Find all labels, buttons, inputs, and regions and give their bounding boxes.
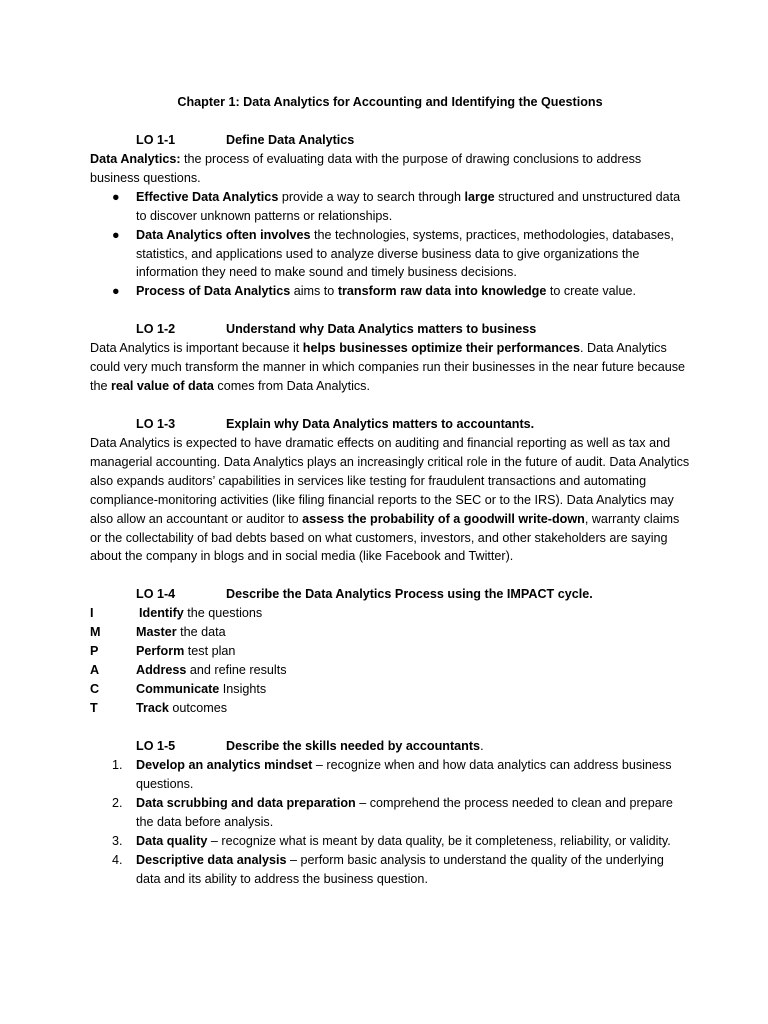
body-text: outcomes xyxy=(168,701,228,716)
impact-row xyxy=(90,623,690,642)
impact-letter: P xyxy=(90,644,99,659)
list-number: 3. xyxy=(112,833,123,848)
impact-step xyxy=(136,642,235,661)
definition-text: the process of evaluating data with the purpose of drawing conclusions to address business questions. xyxy=(90,152,642,185)
bold-text: Track xyxy=(136,701,169,716)
list-item xyxy=(90,832,690,851)
lo-number: LO 1-1 xyxy=(136,133,176,147)
body-text: the questions xyxy=(183,606,263,621)
lo-title: Define Data Analytics xyxy=(226,133,355,147)
impact-row xyxy=(90,699,690,718)
bold-text: large xyxy=(464,189,495,204)
lo-title xyxy=(226,737,484,756)
body-text: – perform basic analysis to understand the quality of the underlying data and its ability to address the business question. xyxy=(136,852,664,886)
bold-text: Develop an analytics mindset xyxy=(136,758,313,773)
bold-text: Master xyxy=(136,625,177,640)
impact-letter: C xyxy=(90,682,100,697)
lo-1-1-heading xyxy=(90,131,690,150)
body-paragraph xyxy=(90,434,690,566)
impact-letter: I xyxy=(90,606,94,621)
bold-text: Address xyxy=(136,663,187,678)
impact-letter: A xyxy=(90,663,100,678)
body-text: Data Analytics is important because it xyxy=(90,341,303,356)
lo-title: Understand why Data Analytics matters to business xyxy=(226,322,537,337)
bullet-icon: ● xyxy=(112,189,120,204)
bold-text: Data quality xyxy=(136,833,208,848)
document-page xyxy=(90,93,690,889)
impact-step xyxy=(136,604,262,623)
lo-title: Explain why Data Analytics matters to accountants. xyxy=(226,416,535,431)
body-text: and refine results xyxy=(186,663,287,678)
list-item xyxy=(90,756,690,794)
list-item xyxy=(90,226,690,283)
lo-number: LO 1-2 xyxy=(136,322,176,337)
bullet-icon: ● xyxy=(112,227,120,242)
impact-row xyxy=(90,642,690,661)
list-item xyxy=(90,851,690,889)
list-item xyxy=(90,188,690,226)
body-text: comes from Data Analytics. xyxy=(213,379,370,394)
body-text: test plan xyxy=(184,644,236,659)
body-text: Insights xyxy=(219,682,267,697)
body-text: – recognize when and how data analytics can address business questions. xyxy=(136,758,672,792)
impact-step xyxy=(136,680,266,699)
lo-1-4-heading xyxy=(90,585,690,604)
lo-number: LO 1-4 xyxy=(136,587,176,602)
bullet-list xyxy=(90,188,690,301)
impact-row xyxy=(90,604,690,623)
bullet-icon: ● xyxy=(112,284,120,299)
bold-text: helps businesses optimize their performances xyxy=(302,341,580,356)
lo-1-5-heading xyxy=(90,737,690,756)
lo-1-2-heading xyxy=(90,320,690,339)
impact-letter: T xyxy=(90,701,98,716)
body-text: , warranty claims or the collectability of bad debts based on what customers, investors, and other stakeholders are saying about the company in blogs and in social media (like Facebook and Twitter). xyxy=(90,511,680,564)
bold-text: Identify xyxy=(139,606,184,621)
body-text: structured and unstructured data to discover unknown patterns or relationships. xyxy=(136,189,681,223)
body-text: – comprehend the process needed to clean and prepare the data before analysis. xyxy=(136,796,673,830)
bold-text: real value of data xyxy=(111,379,214,394)
lo-title-text: Describe the skills needed by accountants xyxy=(226,739,481,754)
body-text: aims to xyxy=(290,284,338,299)
bold-text: Data Analytics often involves xyxy=(136,227,311,242)
body-text: provide a way to search through xyxy=(278,189,465,204)
impact-row xyxy=(90,661,690,680)
impact-row xyxy=(90,680,690,699)
definition-paragraph xyxy=(90,150,690,188)
bold-text: Perform xyxy=(136,644,185,659)
lo-title-tail: . xyxy=(480,739,484,754)
bold-text: Communicate xyxy=(136,682,220,697)
list-item xyxy=(90,282,690,301)
bold-text: Process of Data Analytics xyxy=(136,284,291,299)
bold-text: Effective Data Analytics xyxy=(136,189,279,204)
list-number: 1. xyxy=(112,758,123,773)
lo-1-3-heading xyxy=(90,415,690,434)
body-text: Data Analytics is expected to have dramatic effects on auditing and financial reporting as well as tax and managerial accounting. Data Analytics plays an increasingly critical role in the future of audit. Data Analytics also expands auditors’ capabilities in services like testing for fraudulent transactions and automating compliance-monitoring activities (like filing financial reports to the SEC or to the IRS). Data Analytics may also allow an accountant or auditor to xyxy=(90,435,690,526)
body-text: the technologies, systems, practices, methodologies, databases, statistics, and applications used to analyze diverse business data to give organizations the information they need to make sound and timely business decisions. xyxy=(136,227,674,280)
list-item xyxy=(90,794,690,832)
impact-step xyxy=(136,623,226,642)
impact-letter: M xyxy=(90,625,101,640)
body-text: – recognize what is meant by data quality, be it completeness, reliability, or validity. xyxy=(207,833,671,848)
bold-text: transform raw data into knowledge xyxy=(337,284,547,299)
lo-number: LO 1-5 xyxy=(136,739,176,754)
body-text: . Data Analytics could very much transform the manner in which companies run their businesses in the near future because the xyxy=(90,341,686,394)
definition-term: Data Analytics: xyxy=(90,152,181,166)
list-number: 4. xyxy=(112,852,123,867)
lo-number: LO 1-3 xyxy=(136,416,176,431)
impact-step xyxy=(136,661,287,680)
body-paragraph xyxy=(90,339,690,396)
lo-title: Describe the Data Analytics Process using the IMPACT cycle. xyxy=(226,587,593,602)
body-text: to create value. xyxy=(546,284,636,299)
impact-step xyxy=(136,699,227,718)
list-number: 2. xyxy=(112,796,123,811)
page-title: Chapter 1: Data Analytics for Accounting and Identifying the Questions xyxy=(177,95,603,109)
bold-text: assess the probability of a goodwill write-down xyxy=(302,511,585,526)
body-text: the data xyxy=(176,625,226,640)
bold-text: Descriptive data analysis xyxy=(136,852,287,867)
impact-cycle-list xyxy=(90,604,690,718)
skills-list xyxy=(90,756,690,888)
bold-text: Data scrubbing and data preparation xyxy=(136,796,356,811)
